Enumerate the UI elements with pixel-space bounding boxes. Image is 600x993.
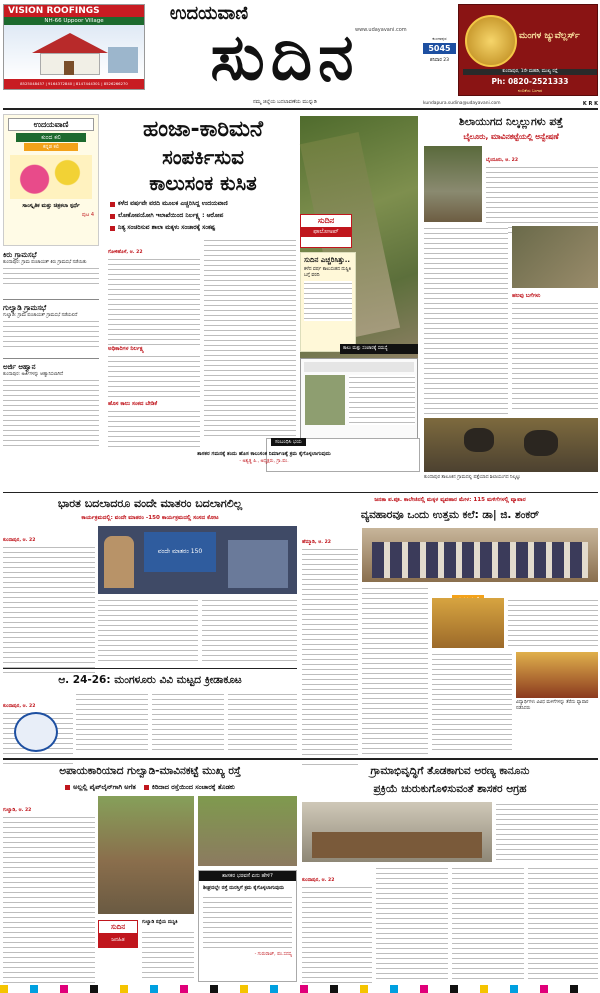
ad-vision-roofings[interactable] [3,4,145,90]
bullet-marker-icon [110,226,115,231]
story5-body-2 [142,930,194,982]
story3-body-1 [302,528,358,754]
lead-subhead-2: ಹೊಸ ಕಾಲು ಸಂಕದ ಬೇಡಿಕೆ [108,401,158,407]
brief-3-title: ಅರ್ಜಿ ಆಹ್ವಾನ [3,363,36,371]
sidebar-promo[interactable] [3,114,99,246]
lead-headline-1[interactable]: ಹಂಜಾ-ಕಾರಿಮನೆ [143,117,263,142]
table-shape [312,832,482,858]
lead-headline-3[interactable]: ಕಾಲುಸಂಕ ಕುಸಿತ [149,171,257,195]
lead-body-col-1 [108,238,200,440]
note-title: ಸಂಬಂಧಿಸಿ ಭಯ [271,438,306,446]
jeweller-name: ಮಂಗಳ ಜ್ಯುವೆಲ್ಲರ್ಸ್ [519,31,580,41]
brief-1-title: ಕಿರು ಗ್ರಾಮಸಭೆ [3,251,37,259]
story3-dateline: ಹೆಮ್ಮಾಡಿ, ಆ. 22 [302,540,331,545]
story3-body-4 [432,652,512,754]
story6-headline[interactable]: ಗ್ರಾಮಾಭಿವೃದ್ಧಿಗೆ ತೊಡಕಾಗುವ ಅರಣ್ಯ ಕಾನೂನು [370,765,530,777]
masthead-email[interactable]: kundapura.sudina@udayavani.com [423,101,501,106]
story2-body-3 [202,598,297,664]
story5-sub-marker-icon-2 [144,785,149,790]
ad-vision-sub: NH-66 Uppoor Village [4,17,144,25]
lead-body-text-2 [108,354,200,400]
bullet-3-text: ನಿತ್ಯ ಸಂಚರಿಸುವ ಶಾಲಾ ಮಕ್ಕಳು ಸಂಚಾರಕ್ಕೆ ಸಂಕಷ್ಟ [118,224,216,231]
story5-photo-road-2[interactable] [198,796,297,866]
followup-badge-top: ಸುದಿನ [317,216,335,225]
section-rule-1 [3,492,598,493]
masthead-badge [423,36,456,88]
story5-dateline: ಗುಲ್ವಾಡಿ, ಆ. 22 [3,808,32,813]
brief-3-text: ಕುಂದಾಪುರ: ಅರ್ಜಿಗಳನ್ನು ಆಹ್ವಾನಿಸಲಾಗಿದೆ [3,372,64,377]
brief-2-body [3,319,99,347]
story5-box-title: ಶಾಸಕರ ಭರವಸೆ ಏನು ಹೇಳಿ? [199,871,296,881]
lead-dateline: ಗೋಳಿಹೊಳೆ, ಆ. 22 [108,250,143,255]
figure-shape [464,428,494,452]
house-illustration [4,25,144,79]
masthead-tagline: ನಮ್ಮ ಜಿಲ್ಲೆಯ ಬದಲಾವಣೆಯ ಮುನ್ನುಡಿ [253,99,317,105]
jeweller-tagline: ನಂಬಿಕೆಯ ಬಂಗಾರ [517,88,543,93]
bullet-marker-icon [110,214,115,219]
right-story-subhead: ಬೈಲೂರು, ಮಾವಿನಕಟ್ಟೆಯಲ್ಲಿ ಅನ್ವೇಷಣೆ [463,132,559,141]
story5-caption: ಗುಲ್ವಾಡಿ ರಸ್ತೆಯ ದುಸ್ಥಿತಿ [142,920,178,925]
story5-badge-top: ಸುದಿನ [110,923,126,931]
story6-body-text-1 [302,885,372,993]
story6-body-3 [452,866,524,982]
story5-sub-marker-icon [65,785,70,790]
story4-headline[interactable]: ಆ. 24-26: ಮಂಗಳೂರು ವಿವಿ ಮಟ್ಟದ ಕ್ರೀಡಾಕೂಟ [58,674,242,686]
brief-1-body [3,266,99,288]
masthead-rule [3,108,598,110]
lead-caption-text: ಕಾಲು ಮತ್ತು ಸಂಚಾರಕ್ಕೆ ಸಮಸ್ಯೆ [343,346,388,351]
lead-body-text-4 [204,238,296,440]
story6-body-2 [376,866,448,982]
brief-2 [3,303,99,359]
sudina-alert-box [300,252,356,352]
lead-photo-caption [340,344,418,354]
bullet-1 [110,198,296,210]
alert-title: ಸುದಿನ ಎಚ್ಚರಿಸಿತ್ತು.. [304,256,351,264]
story2-headline[interactable]: ಭಾರತ ಬದಲಾದರೂ ವಂದೇ ಮಾತರಂ ಬದಲಾಗಲಿಲ್ಲ [57,497,243,510]
bullet-2 [110,210,296,222]
ad-vision-phones: 8525048457 | 9164372840 | 8147444301 | 8526266270 [4,79,144,89]
lead-headline-2[interactable]: ಸಂಪರ್ಕಿಸುವ [162,145,244,169]
bullet-1-text: ಕಳೆದ ವರ್ಷವೇ ವರದಿ ಮೂಲಕ ಎಚ್ಚರಿಸಿದ್ದ ಉದಯವಾಣಿ [118,200,228,207]
alert-text: ಕಳೆದ ವರ್ಷ ಕಾಲುಸಂಕದ ದುಸ್ಥಿತಿ ಬಗ್ಗೆ ವರದಿ [304,267,351,278]
story3-photo-food[interactable] [516,652,598,698]
sudina-followup-badge [300,214,352,248]
lead-bottom-note [108,444,420,474]
bullet-3 [110,222,296,234]
story2-sub: ಕಾರ್ಯಕ್ರಮದಲ್ಲಿ: ವಂದೇ ಮಾತರಂ -150 ಕಾರ್ಯಕ್ರಮದಲ್ಲಿ ಸಂಸದ ಕೋಟ [81,515,219,521]
story5-box [198,870,297,982]
story3-body-text-1 [302,547,358,765]
sidebar-brand2: ಕುಂದ ಕಲಿ [16,133,86,142]
site-url[interactable]: www.udayavani.com [355,27,407,33]
clipping-photo [305,375,345,425]
lead-inset-clipping[interactable] [300,358,418,440]
alert-body [304,281,352,321]
story5-badge [98,920,138,948]
story3-photo-stage[interactable] [362,528,598,582]
lead-bullets [110,198,296,234]
figure-shape-2 [524,430,558,456]
brief-1-text: ಕುಂದಾಪುರ: ಗ್ರಾಮ ಪಂಚಾಯತ್ ಕಿರು ಗ್ರಾಮಸಭೆ ನಡೆಯಿತು [3,260,87,265]
followup-badge-bottom: ಫಾಲೋಅಪ್ [301,227,351,237]
brief-1 [3,250,99,300]
story5-box-sign: - ಗುರುರಾಜ್, ಪಂ.ಸದಸ್ಯ [254,952,292,957]
story5-badge-bottom: ಜನಹಿತ [99,933,137,947]
jeweller-phone: Ph: 0820-2521333 [491,77,569,86]
story3-kicker: ಜನತಾ ಪ.ಪೂ. ಕಾಲೇಜಿನಲ್ಲಿ ಮಕ್ಕಳ ವ್ಯವಹಾರ ಮೇಳ: 115 ಮಳಿಗೆಗಳಲ್ಲಿ ವ್ಯಾಪಾರ [374,497,526,503]
people-row-shape [372,542,588,578]
clipping-text [349,375,415,425]
slide-text: ವಂದೇ ಮಾತರಂ 150 [157,548,203,555]
right-body-1 [486,146,598,222]
story5-box-body [203,895,292,951]
story3-body-2 [362,586,428,754]
story5-sub-b: ಕಿರಿದಾದ ರಸ್ತೆಯಿಂದ ಸಂಚಾರಕ್ಕೆ ತೊಡಕು [151,782,235,791]
right-photo-stone[interactable] [424,146,482,222]
lead-body-text-1 [108,257,200,345]
story4-body-2 [76,692,148,754]
lead-body-text-3 [108,409,200,449]
masthead-krk: K R K [582,101,598,107]
story3-body-3 [508,598,598,648]
right-body-2 [424,226,508,416]
ad-vision-title: VISION ROOFINGS [4,5,144,17]
story6-body-1 [302,866,372,982]
brief-3-body [3,378,99,446]
story5-sub [3,781,297,793]
story6-body-4 [528,866,598,982]
story5-sub-a: ಅಲ್ಲಲ್ಲಿ ಪೈಪ್‌ಲೈನ್‌ಗಾಗಿ ಅಗೆತ [73,782,136,791]
sidebar-brand: ಉದಯವಾಣಿ [8,118,94,131]
audience-shape [228,540,288,588]
promo-graphic [10,155,92,199]
right-dateline: ಬೈಂದೂರು, ಆ. 22 [486,158,519,163]
story6-side-text [496,802,598,862]
story2-body-1 [3,526,95,664]
story4-body-3 [152,692,224,754]
brief-2-title: ಗುಲ್ವಾಡಿ ಗ್ರಾಮಸಭೆ [3,304,47,312]
badge-top: ಕುಂದಾಪುರ [432,36,447,41]
story4-body-4 [228,692,297,754]
story5-box-text: ಶೀಘ್ರದಲ್ಲೇ ರಸ್ತೆ ದುರಸ್ತಿಗೆ ಕ್ರಮ ಕೈಗೊಳ್ಳಲಾಗುವುದು [203,885,285,891]
brief-2-text: ಗುಲ್ವಾಡಿ: ಗ್ರಾಮ ಪಂಚಾಯತ್ ಗ್ರಾಮಸಭೆ ನಡೆಯಲಿದೆ [3,313,78,318]
story6-photo-meeting[interactable] [302,802,492,862]
story5-body-1 [3,796,95,982]
section-rule-2 [3,668,297,669]
right-body-text-1 [486,165,598,233]
speaker-shape [104,536,134,588]
story6-headline-2[interactable]: ಪ್ರಕ್ರಿಯೆ ಚುರುಕುಗೊಳಿಸುವಂತೆ ಶಾಸಕರ ಆಗ್ರಹ [373,783,527,795]
bullet-2-text: ಲೋಕೋಪಯೋಗಿ ಇಲಾಖೆಯಿಂದ ನಿರ್ಲಕ್ಷ್ಯ : ಆರೋಪ [118,212,224,219]
promo-text: ಸಾಂಸ್ಕೃತಿಕ ಮತ್ತು ಚಿತ್ರಕಲಾ ಸ್ಪರ್ಧೆ [22,203,80,209]
bottom-note-sign: - ಅಶ್ವತ್ಥ ಪಿ., ಅಧ್ಯಕ್ಷರು, ಗ್ರಾ.ಪಂ. [239,459,289,464]
story4-logo [14,712,58,752]
issue-date: ಶನಿವಾರ 23 [430,58,449,63]
right-photo-bull-race[interactable] [424,418,598,472]
sidebar-brand2-sub: ಕನ್ನಡ ಕಲಿ [24,143,78,151]
issue-badge: 5045 [423,43,456,54]
story3-caption: ವಿದ್ಯಾರ್ಥಿಗಳು ವಿವಿಧ ಮಳಿಗೆಗಳನ್ನು ತೆರೆದು ವ್ಯಾಪಾರ ನಡೆಸಿದರು [516,700,589,712]
story2-body-2 [98,598,198,664]
masthead-logo: ಸುದಿನ [210,21,360,95]
jeweller-address: ಕುಂದಾಪುರ, 1ನೇ ಮಹಡಿ, ಮುಖ್ಯ ರಸ್ತೆ [463,69,597,75]
story6-dateline: ಕುಂದಾಪುರ, ಆ. 22 [302,878,335,883]
right-story-headline[interactable]: ಶಿಲಾಯುಗದ ನಿಲ್ಕಲ್ಲುಗಳು ಪತ್ತೆ [459,116,563,128]
story3-photo-market[interactable] [432,598,504,648]
story3-headline[interactable]: ವ್ಯವಹಾರವೂ ಒಂದು ಉತ್ತಮ ಕಲೆ: ಡಾ| ಜಿ. ಶಂಕರ್ [360,509,540,521]
story5-body-text-1 [3,815,95,993]
clipping-header [304,362,414,372]
right-photo-stone-2[interactable] [512,226,598,288]
print-registration-marks [0,985,600,993]
promo-page: ಪುಟ 4 [81,212,94,218]
ad-mangala-jewellers[interactable] [458,4,598,96]
story3-badge [452,586,598,596]
bottom-note-text: ಶಾಸಕರ ಗಮನಕ್ಕೆ ತಂದು ಹೊಸ ಕಾಲುಸಂಕ ನಿರ್ಮಾಣಕ್ಕೆ ಕ್ರಮ ಕೈಗೊಳ್ಳಲಾಗುವುದು [197,451,331,457]
brand-small: ಉದಯವಾಣಿ [169,3,249,24]
right-subhead: ಹಲವು ಬಗೆಗಳು [512,293,541,299]
coin-icon [465,15,517,67]
right-body-3 [512,292,598,416]
right-body-text-3 [512,301,598,413]
story2-body-text-1 [3,545,95,675]
right-caption: ಕುಂದಾಪುರ ತಾಲೂಕಿನ ಗ್ರಾಮದಲ್ಲಿ ಪತ್ತೆಯಾದ ಶಿಲಾಯುಗದ ನಿಲ್ಕಲ್ಲು [424,475,521,480]
section-rule-3 [3,758,598,760]
story2-dateline: ಕುಂದಾಪುರ, ಆ. 22 [3,538,36,543]
story5-headline[interactable]: ಅಪಾಯಕಾರಿಯಾದ ಗುಲ್ವಾಡಿ-ಮಾವಿನಕಟ್ಟೆ ಮುಖ್ಯ ರಸ್ತೆ [59,765,241,777]
lead-body-col-2 [204,238,296,440]
story5-photo-road[interactable] [98,796,194,914]
bullet-marker-icon [110,202,115,207]
story4-dateline: ಕುಂದಾಪುರ, ಆ. 22 [3,704,36,709]
screen-shape [144,532,216,572]
brief-3 [3,362,99,454]
story2-photo[interactable] [98,526,297,594]
lead-subhead: ಅಧಿಕಾರಿಗಳ ನಿರ್ಲಕ್ಷ್ಯ [108,346,144,352]
